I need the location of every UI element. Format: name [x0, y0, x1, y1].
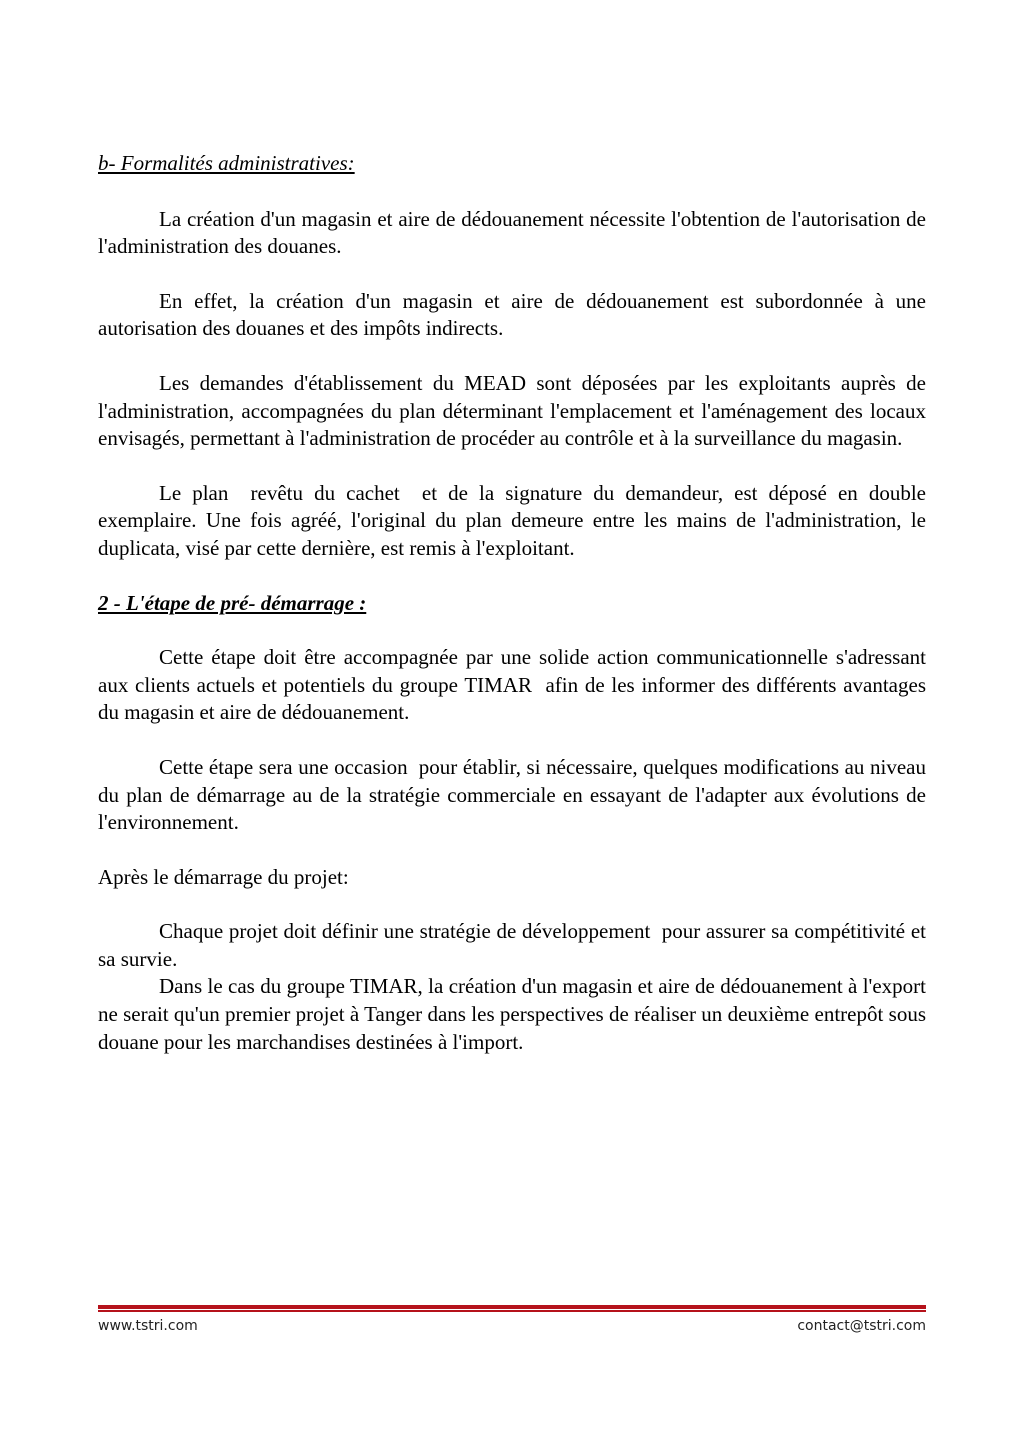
subsection-label: Après le démarrage du projet:	[98, 864, 349, 889]
footer-email-link[interactable]: contact@tstri.com	[797, 1318, 926, 1334]
section-heading-formalites: b- Formalités administratives:	[98, 151, 355, 175]
paragraph: Cette étape sera une occasion pour établir, si nécessaire, quelques modifications au niveau du plan de démarrage au de la stratégie commerciale en essayant de l'adapter aux évolutions de l'environnement.	[98, 754, 932, 835]
paragraph: En effet, la création d'un magasin et aire de dédouanement est subordonnée à une autorisation des douanes et des impôts indirects.	[98, 288, 932, 341]
section-heading-pre-demarrage: 2 - L'étape de pré- démarrage :	[98, 590, 367, 615]
paragraph: Le plan revêtu du cachet et de la signature du demandeur, est déposé en double exemplaire. Une fois agréé, l'original du plan demeure entre les mains de l'administration, le duplicata, visé par cette dernière, est remis à l'exploitant.	[98, 480, 932, 560]
paragraph: Les demandes d'établissement du MEAD sont déposées par les exploitants auprès de l'administration, accompagnées du plan déterminant l'emplacement et l'aménagement des locaux envisagés, permettant à l'administration de procéder au contrôle et à la surveillance du magasin.	[98, 370, 932, 451]
paragraph: Chaque projet doit définir une stratégie de développement pour assurer sa compétitivité et sa survie.	[98, 919, 932, 971]
footer-divider-thin-line	[98, 1310, 926, 1312]
footer-divider	[98, 1305, 926, 1313]
paragraph: Dans le cas du groupe TIMAR, la création d'un magasin et aire de dédouanement à l'export ne serait qu'un premier projet à Tanger dans les perspectives de réaliser un deuxième entrepôt sous douane pour les marchandises destinées à l'import.	[98, 974, 932, 1054]
paragraph: La création d'un magasin et aire de dédouanement nécessite l'obtention de l'autorisation de l'administration des douanes.	[98, 206, 932, 259]
paragraph: Cette étape doit être accompagnée par une solide action communicationnelle s'adressant aux clients actuels et potentiels du groupe TIMAR afin de les informer des différents avantages du magasin et aire de dédouanement.	[98, 645, 932, 725]
footer-divider-thick-line	[98, 1305, 926, 1309]
footer-website-link[interactable]: www.tstri.com	[98, 1318, 198, 1334]
document-body	[98, 150, 932, 1056]
